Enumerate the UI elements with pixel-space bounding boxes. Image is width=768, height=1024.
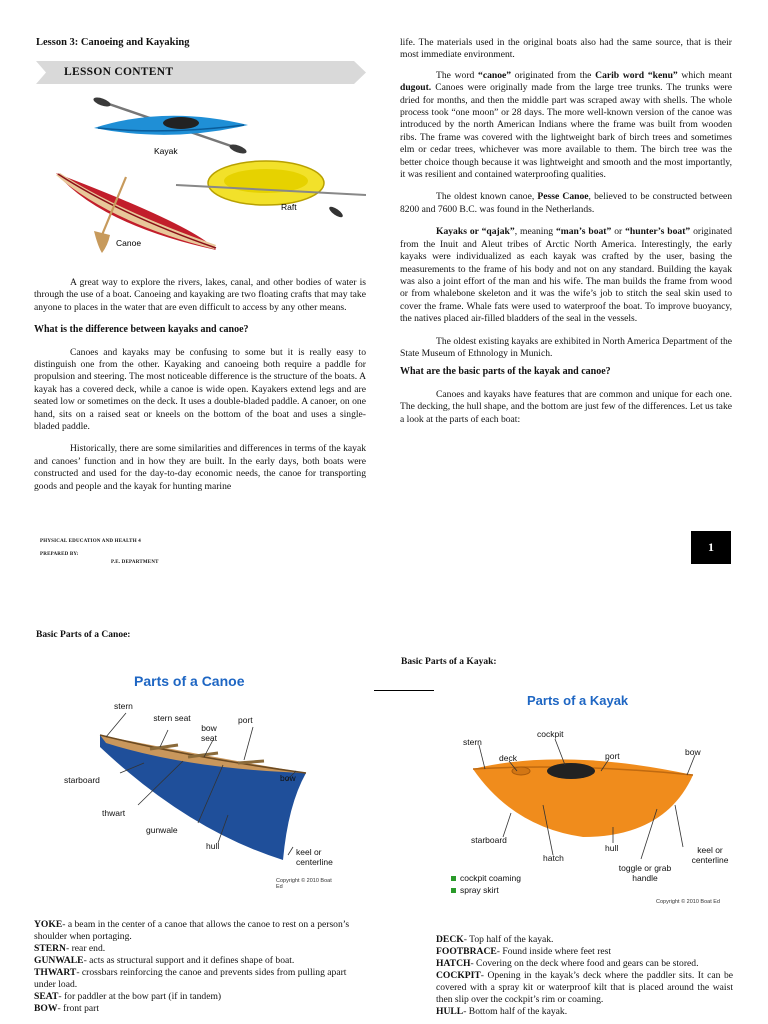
canoe-copyright: Copyright © 2010 Boat Ed bbox=[276, 878, 332, 890]
lesson-content-banner-text: LESSON CONTENT bbox=[64, 66, 174, 78]
kayak-parts-heading: Basic Parts of a Kayak: bbox=[401, 657, 497, 667]
canoe-label: Canoe bbox=[116, 238, 142, 248]
kayak-label-hull: hull bbox=[605, 843, 619, 853]
kayak-label-keel: keel or centerline bbox=[691, 845, 729, 865]
kayak-diagram-title: Parts of a Kayak bbox=[527, 693, 629, 708]
life-paragraph: life. The materials used in the original boats also had the same source, that is their most immediate environment. bbox=[400, 37, 732, 61]
def-hatch: HATCH- Covering on the deck where food and gears can be stored. bbox=[436, 958, 699, 969]
footer-subject: PHYSICAL EDUCATION AND HEALTH 4 bbox=[40, 539, 141, 544]
canoe-parts-heading: Basic Parts of a Canoe: bbox=[36, 630, 131, 640]
kayak-bullet-spray-skirt: spray skirt bbox=[451, 885, 499, 895]
kayak-label: Kayak bbox=[154, 146, 178, 156]
intro-paragraph: A great way to explore the rivers, lakes, canal, and other bodies of water is through the use of a boat. Canoeing and kayaking are two floating crafts that may take anyone to places in the water that are even difficult to access by any other means. bbox=[34, 277, 366, 313]
canoe-diagram-title: Parts of a Canoe bbox=[134, 673, 245, 689]
kayak-label-stern: stern bbox=[463, 737, 482, 747]
difference-question: What is the difference between kayaks and canoe? bbox=[34, 324, 249, 336]
green-square-icon bbox=[451, 876, 456, 881]
canoe-label-keel: keel or centerline bbox=[296, 847, 333, 867]
kayak-label-starboard: starboard bbox=[471, 835, 507, 845]
footer-prepared-by: PREPARED BY: bbox=[40, 552, 79, 557]
kayak-origin-paragraph: Kayaks or “qajak”, meaning “man’s boat” or “hunter’s boat” originated from the Inuit and Aleut tribes of Arctic North America. Interestingly, the early kayaks were individualized as each kayak was crafted by the user, basing the measurements to the frame of his body and not on any standard. Building the kayak was also a joint effort of the man and his wife. The man builds the frame from wood or from whalebone skeleton and it was the wife’s job to stitch the seal skin used to cover the frame. Whale fats were used to waterproof the boat. To improve buoyancy, the natives placed air-filled bladders of the seal in the vessels. bbox=[400, 226, 733, 325]
canoe-label-bow-seat: bow seat bbox=[200, 723, 218, 743]
canoe-label-gunwale: gunwale bbox=[146, 825, 178, 835]
oldest-kayaks-paragraph: The oldest existing kayaks are exhibited in North America Department of the State Museum of Ethnology in Munich. bbox=[400, 335, 732, 359]
basic-parts-paragraph: Canoes and kayaks have features that are common and unique for each one. The decking, the hull shape, and the bottom are just few of the differences. Let us take a look at the parts of each boat: bbox=[400, 388, 732, 425]
footer-department: P.E. DEPARTMENT bbox=[111, 560, 159, 565]
def-hull: HULL- Bottom half of the kayak. bbox=[436, 1006, 568, 1017]
canoe-label-port: port bbox=[238, 715, 253, 725]
right-column bbox=[400, 37, 732, 426]
def-deck: DECK- Top half of the kayak. bbox=[436, 934, 554, 945]
canoe-label-starboard: starboard bbox=[64, 775, 100, 785]
pesse-canoe-paragraph: The oldest known canoe, Pesse Canoe, believed to be constructed between 8200 and 7600 B.C. was found in the Netherlands. bbox=[400, 191, 733, 215]
def-bow: BOW- front part bbox=[34, 1003, 100, 1014]
canoe-definitions bbox=[34, 919, 366, 1015]
canoe-label-thwart: thwart bbox=[102, 808, 126, 818]
page-number: 1 bbox=[691, 531, 731, 564]
kayak-definitions bbox=[436, 934, 733, 1018]
raft-label: Raft bbox=[281, 202, 297, 212]
difference-paragraph: Canoes and kayaks may be confusing to some but it is really easy to distinguish one from the other. Kayaking and canoeing both require a paddle for propulsion and steering. The most noticeable difference is the structure of the boats. A kayak has a covered deck, while a canoe is wide open. Kayakers extend legs and are seated low or sometimes on the deck. It uses a double-bladed paddle. A canoer, on one hand, sits on a raised seat or kneels on the bottom of the boat and uses a single- bladed paddle. bbox=[34, 346, 366, 433]
left-column bbox=[34, 277, 366, 493]
basic-parts-question: What are the basic parts of the kayak and canoe? bbox=[400, 366, 611, 378]
kayak-label-bow: bow bbox=[685, 747, 701, 757]
kayak-label-port: port bbox=[605, 751, 620, 761]
kayak-copyright: Copyright © 2010 Boat Ed bbox=[656, 899, 720, 905]
canoe-diagram bbox=[38, 665, 336, 890]
def-footbrace: FOOTBRACE- Found inside where feet rest bbox=[436, 946, 612, 957]
boats-illustration bbox=[36, 95, 366, 260]
canoe-origin-paragraph: The word “canoe” originated from the Carib word “kenu” which meant dugout. Canoes were originally made from the large tree trunks. The trunks were dried for months, and then the middle part was scraped away with shells. The whole process took “one moon” or 28 days. The more well-known version of the canoe was introduced by the north American Indians where the frame was built from wooden ribs. The frame was covered with the lightweight bark of birch trees and sometimes elm or cedar trees, whichever was more available to them. The birch tree was the better choice though because it was lightweight and smooth and the most importantly, it was resilient and contained waterproofing qualities. bbox=[400, 69, 732, 181]
kayak-label-deck: deck bbox=[499, 753, 517, 763]
canoe-label-stern-seat: stern seat bbox=[153, 713, 191, 723]
def-stern: STERN- rear end. bbox=[34, 943, 106, 954]
kayak-label-cockpit: cockpit bbox=[537, 729, 564, 739]
def-cockpit: COCKPIT- Opening in the kayak’s deck where the paddler sits. It can be covered with a spray kit or waterproof kilt that is placed around the waist then slip over the cockpit’s rim or coaming. bbox=[436, 970, 733, 1005]
kayak-diagram bbox=[443, 687, 745, 912]
def-gunwale: GUNWALE- acts as structural support and it defines shape of boat. bbox=[34, 955, 295, 966]
canoe-label-bow: bow bbox=[280, 773, 296, 783]
divider-line bbox=[374, 690, 434, 691]
lesson-title: Lesson 3: Canoeing and Kayaking bbox=[36, 37, 190, 48]
green-square-icon bbox=[451, 888, 456, 893]
kayak-bullet-cockpit-coaming: cockpit coaming bbox=[451, 873, 521, 883]
def-seat: SEAT- for paddler at the bow part (if in tandem) bbox=[34, 991, 222, 1002]
canoe-label-hull: hull bbox=[206, 841, 220, 851]
kayak-label-hatch: hatch bbox=[543, 853, 564, 863]
history-paragraph: Historically, there are some similarities and differences in terms of the kayak and canoes’ function and in how they are built. In the early days, both boats were constructed and used for the day-to-day economic needs, the canoe for transporting goods and people and the kayak for hunting marine bbox=[34, 443, 366, 492]
def-yoke: YOKE- a beam in the center of a canoe that allows the canoe to rest on a person’s shoulder when portaging. bbox=[34, 919, 350, 942]
canoe-label-stern: stern bbox=[114, 701, 133, 711]
def-thwart: THWART- crossbars reinforcing the canoe and prevents sides from pulling apart under load. bbox=[34, 967, 347, 990]
kayak-label-toggle: toggle or grab handle bbox=[618, 863, 672, 883]
